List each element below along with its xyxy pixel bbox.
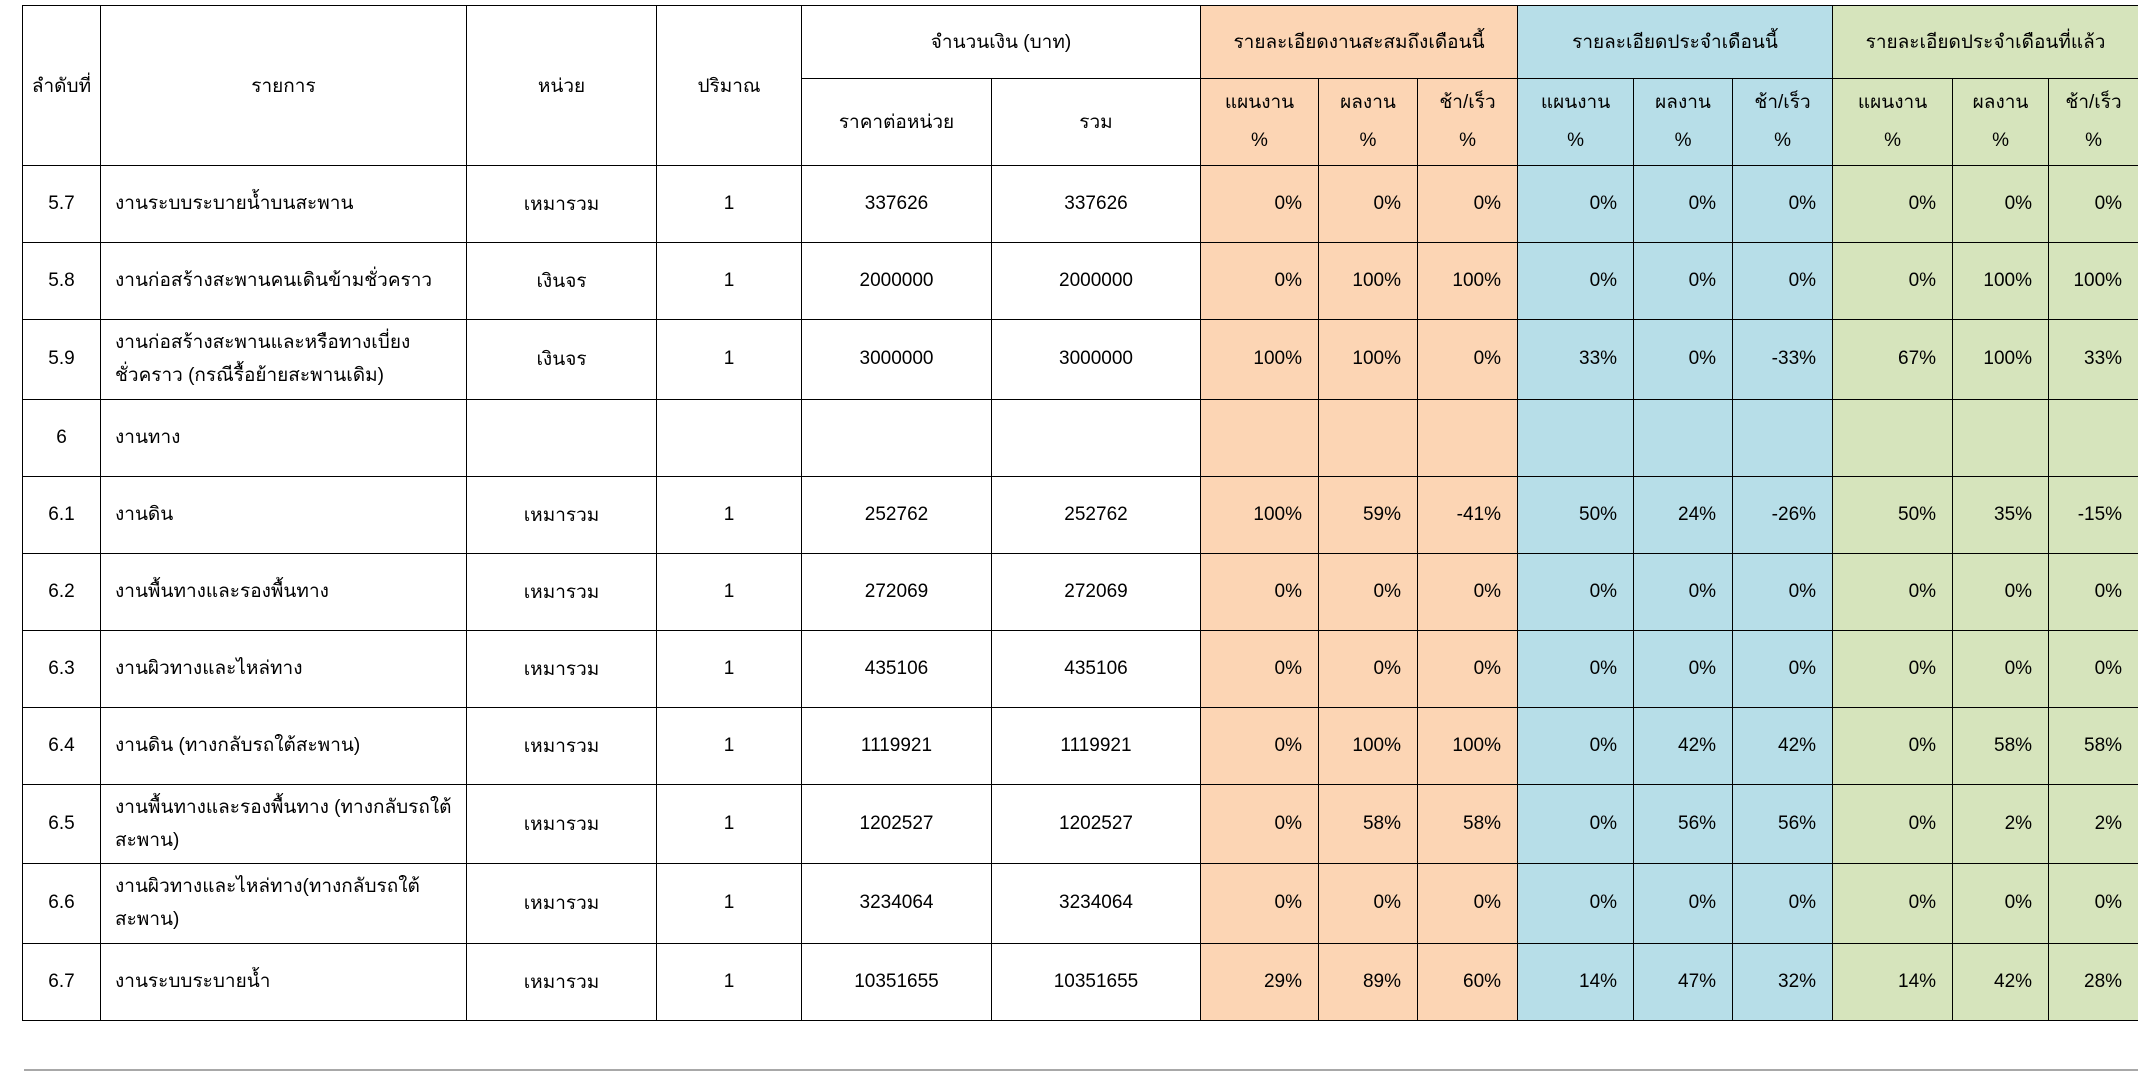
pct-cell: 0% xyxy=(1319,166,1418,243)
order-cell: 5.8 xyxy=(23,243,101,320)
unit-price-cell: 252762 xyxy=(802,476,992,553)
qty-cell: 1 xyxy=(657,630,802,707)
pct-cell: 0% xyxy=(1201,707,1319,784)
pct-cell: 0% xyxy=(1634,166,1733,243)
group-header-this-month: รายละเอียดประจำเดือนนี้ xyxy=(1518,6,1833,79)
pct-cell: 0% xyxy=(1634,864,1733,944)
pct-cell: 0% xyxy=(1518,166,1634,243)
col-header-unit: หน่วย xyxy=(467,6,657,166)
pct-cell: 0% xyxy=(1634,553,1733,630)
pct-cell: 100% xyxy=(1319,320,1418,400)
pct-cell: 0% xyxy=(1319,553,1418,630)
subcol-prev-plan: แผนงาน % xyxy=(1833,79,1953,166)
pct-cell: 0% xyxy=(1201,166,1319,243)
order-cell: 6.7 xyxy=(23,943,101,1020)
order-cell: 5.7 xyxy=(23,166,101,243)
pct-cell: -33% xyxy=(1733,320,1833,400)
pct-cell: 100% xyxy=(1418,707,1518,784)
table-row xyxy=(23,943,2138,1020)
order-cell: 6.3 xyxy=(23,630,101,707)
subcol-cum-variance: ช้า/เร็ว % xyxy=(1418,79,1518,166)
total-cell: 337626 xyxy=(992,166,1201,243)
table-header xyxy=(23,6,2138,166)
pct-cell: 29% xyxy=(1201,943,1319,1020)
qty-cell: 1 xyxy=(657,553,802,630)
pct-cell: 14% xyxy=(1518,943,1634,1020)
pct-cell: 33% xyxy=(2049,320,2138,400)
unit-price-cell xyxy=(802,399,992,476)
pct-cell: 0% xyxy=(1418,553,1518,630)
table-row xyxy=(23,630,2138,707)
unit-cell: เหมารวม xyxy=(467,943,657,1020)
col-header-unit-price: ราคาต่อหน่วย xyxy=(802,79,992,166)
order-cell: 6.1 xyxy=(23,476,101,553)
pct-cell: 100% xyxy=(1319,707,1418,784)
qty-cell: 1 xyxy=(657,864,802,944)
table-body xyxy=(23,166,2138,1021)
unit-cell: เหมารวม xyxy=(467,707,657,784)
pct-cell: 0% xyxy=(1634,243,1733,320)
order-cell: 5.9 xyxy=(23,320,101,400)
pct-cell: 42% xyxy=(1634,707,1733,784)
pct-cell: 59% xyxy=(1319,476,1418,553)
unit-cell: เหมารวม xyxy=(467,864,657,944)
pct-cell: 0% xyxy=(1833,630,1953,707)
pct-cell: 0% xyxy=(1634,320,1733,400)
pct-cell: 0% xyxy=(1201,630,1319,707)
pct-cell xyxy=(1201,399,1319,476)
pct-cell: 0% xyxy=(1518,243,1634,320)
subcol-month-actual: ผลงาน % xyxy=(1634,79,1733,166)
item-cell: งานพื้นทางและรองพื้นทาง (ทางกลับรถใต้สะพาน) xyxy=(101,784,467,864)
qty-cell: 1 xyxy=(657,707,802,784)
col-header-qty: ปริมาณ xyxy=(657,6,802,166)
pct-cell: 0% xyxy=(2049,166,2138,243)
order-cell: 6.4 xyxy=(23,707,101,784)
table-row xyxy=(23,166,2138,243)
total-cell: 435106 xyxy=(992,630,1201,707)
pct-cell: 0% xyxy=(1201,784,1319,864)
pct-cell: 50% xyxy=(1833,476,1953,553)
pct-cell: 2% xyxy=(2049,784,2138,864)
pct-cell: 0% xyxy=(2049,553,2138,630)
pct-cell: -26% xyxy=(1733,476,1833,553)
subcol-cum-actual: ผลงาน % xyxy=(1319,79,1418,166)
pct-cell: 0% xyxy=(1518,630,1634,707)
item-cell: งานผิวทางและไหล่ทาง(ทางกลับรถใต้สะพาน) xyxy=(101,864,467,944)
page-bottom-divider xyxy=(24,1069,2138,1071)
item-cell: งานพื้นทางและรองพื้นทาง xyxy=(101,553,467,630)
pct-cell: 0% xyxy=(1733,864,1833,944)
pct-cell xyxy=(1733,399,1833,476)
table-row xyxy=(23,784,2138,864)
pct-cell: 0% xyxy=(1833,243,1953,320)
table-row xyxy=(23,243,2138,320)
col-header-order: ลำดับที่ xyxy=(23,6,101,166)
pct-cell: 0% xyxy=(1201,553,1319,630)
pct-cell: 0% xyxy=(1833,784,1953,864)
pct-cell: 0% xyxy=(1953,864,2049,944)
unit-price-cell: 272069 xyxy=(802,553,992,630)
order-cell: 6.2 xyxy=(23,553,101,630)
pct-cell: 33% xyxy=(1518,320,1634,400)
total-cell: 3000000 xyxy=(992,320,1201,400)
pct-cell: 0% xyxy=(1518,864,1634,944)
pct-cell: 0% xyxy=(1953,630,2049,707)
order-cell: 6.6 xyxy=(23,864,101,944)
unit-cell: เหมารวม xyxy=(467,553,657,630)
table-row xyxy=(23,399,2138,476)
pct-cell: 58% xyxy=(1319,784,1418,864)
pct-cell: 0% xyxy=(1733,243,1833,320)
pct-cell: 14% xyxy=(1833,943,1953,1020)
pct-cell: 58% xyxy=(1953,707,2049,784)
pct-cell: 0% xyxy=(1418,864,1518,944)
pct-cell: 67% xyxy=(1833,320,1953,400)
total-cell: 1119921 xyxy=(992,707,1201,784)
pct-cell: 0% xyxy=(1733,553,1833,630)
qty-cell: 1 xyxy=(657,320,802,400)
pct-cell: 0% xyxy=(1518,553,1634,630)
pct-cell: 0% xyxy=(2049,864,2138,944)
pct-cell: 0% xyxy=(1201,243,1319,320)
subcol-month-variance: ช้า/เร็ว % xyxy=(1733,79,1833,166)
qty-cell: 1 xyxy=(657,784,802,864)
unit-cell xyxy=(467,399,657,476)
table-row xyxy=(23,320,2138,400)
pct-cell: 58% xyxy=(2049,707,2138,784)
item-cell: งานดิน (ทางกลับรถใต้สะพาน) xyxy=(101,707,467,784)
pct-cell: 89% xyxy=(1319,943,1418,1020)
pct-cell: 0% xyxy=(1418,320,1518,400)
pct-cell xyxy=(1953,399,2049,476)
header-row-groups xyxy=(23,6,2138,79)
unit-price-cell: 1119921 xyxy=(802,707,992,784)
col-header-item: รายการ xyxy=(101,6,467,166)
unit-price-cell: 3000000 xyxy=(802,320,992,400)
table-row xyxy=(23,864,2138,944)
unit-cell: เหมารวม xyxy=(467,630,657,707)
pct-cell: 0% xyxy=(2049,630,2138,707)
total-cell xyxy=(992,399,1201,476)
pct-cell: 58% xyxy=(1418,784,1518,864)
pct-cell: 0% xyxy=(1418,166,1518,243)
total-cell: 1202527 xyxy=(992,784,1201,864)
pct-cell: 0% xyxy=(1833,166,1953,243)
pct-cell: 100% xyxy=(1418,243,1518,320)
unit-cell: เงินจร xyxy=(467,320,657,400)
pct-cell: 28% xyxy=(2049,943,2138,1020)
pct-cell: 100% xyxy=(2049,243,2138,320)
item-cell: งานทาง xyxy=(101,399,467,476)
total-cell: 272069 xyxy=(992,553,1201,630)
pct-cell: 0% xyxy=(1319,864,1418,944)
subcol-month-plan: แผนงาน % xyxy=(1518,79,1634,166)
item-cell: งานระบบระบายน้ำ xyxy=(101,943,467,1020)
subcol-cum-plan: แผนงาน % xyxy=(1201,79,1319,166)
pct-cell: 47% xyxy=(1634,943,1733,1020)
pct-cell: 0% xyxy=(1518,707,1634,784)
pct-cell: 50% xyxy=(1518,476,1634,553)
pct-cell: 0% xyxy=(1953,553,2049,630)
pct-cell: 100% xyxy=(1201,476,1319,553)
pct-cell xyxy=(2049,399,2138,476)
pct-cell: 100% xyxy=(1201,320,1319,400)
total-cell: 252762 xyxy=(992,476,1201,553)
item-cell: งานดิน xyxy=(101,476,467,553)
order-cell: 6.5 xyxy=(23,784,101,864)
pct-cell: 0% xyxy=(1733,630,1833,707)
qty-cell: 1 xyxy=(657,476,802,553)
unit-price-cell: 337626 xyxy=(802,166,992,243)
pct-cell: 42% xyxy=(1953,943,2049,1020)
pct-cell: 60% xyxy=(1418,943,1518,1020)
pct-cell: 0% xyxy=(1201,864,1319,944)
pct-cell xyxy=(1634,399,1733,476)
pct-cell: 100% xyxy=(1953,243,2049,320)
pct-cell: 0% xyxy=(1733,166,1833,243)
group-header-last-month: รายละเอียดประจำเดือนที่แล้ว xyxy=(1833,6,2138,79)
unit-price-cell: 1202527 xyxy=(802,784,992,864)
total-cell: 2000000 xyxy=(992,243,1201,320)
total-cell: 10351655 xyxy=(992,943,1201,1020)
item-cell: งานก่อสร้างสะพานคนเดินข้ามชั่วคราว xyxy=(101,243,467,320)
pct-cell: 100% xyxy=(1319,243,1418,320)
pct-cell: -15% xyxy=(2049,476,2138,553)
pct-cell: 0% xyxy=(1833,864,1953,944)
pct-cell: 42% xyxy=(1733,707,1833,784)
unit-cell: เหมารวม xyxy=(467,476,657,553)
unit-cell: เงินจร xyxy=(467,243,657,320)
col-header-amount: จำนวนเงิน (บาท) xyxy=(802,6,1201,79)
pct-cell: 32% xyxy=(1733,943,1833,1020)
pct-cell: 0% xyxy=(1418,630,1518,707)
table-row xyxy=(23,476,2138,553)
col-header-total: รวม xyxy=(992,79,1201,166)
subcol-prev-actual: ผลงาน % xyxy=(1953,79,2049,166)
pct-cell: 0% xyxy=(1833,553,1953,630)
pct-cell: 56% xyxy=(1733,784,1833,864)
pct-cell xyxy=(1833,399,1953,476)
pct-cell: 0% xyxy=(1953,166,2049,243)
pct-cell: 0% xyxy=(1518,784,1634,864)
qty-cell: 1 xyxy=(657,243,802,320)
pct-cell xyxy=(1418,399,1518,476)
qty-cell: 1 xyxy=(657,166,802,243)
pct-cell: 24% xyxy=(1634,476,1733,553)
qty-cell: 1 xyxy=(657,943,802,1020)
group-header-cumulative: รายละเอียดงานสะสมถึงเดือนนี้ xyxy=(1201,6,1518,79)
unit-cell: เหมารวม xyxy=(467,166,657,243)
item-cell: งานผิวทางและไหล่ทาง xyxy=(101,630,467,707)
pct-cell: 0% xyxy=(1634,630,1733,707)
pct-cell: 35% xyxy=(1953,476,2049,553)
pct-cell: 0% xyxy=(1319,630,1418,707)
pct-cell xyxy=(1518,399,1634,476)
unit-cell: เหมารวม xyxy=(467,784,657,864)
pct-cell: 56% xyxy=(1634,784,1733,864)
order-cell: 6 xyxy=(23,399,101,476)
unit-price-cell: 435106 xyxy=(802,630,992,707)
pct-cell: 0% xyxy=(1833,707,1953,784)
table-row xyxy=(23,707,2138,784)
item-cell: งานระบบระบายน้ำบนสะพาน xyxy=(101,166,467,243)
item-cell: งานก่อสร้างสะพานและหรือทางเบี่ยงชั่วคราว (กรณีรื้อย้ายสะพานเดิม) xyxy=(101,320,467,400)
pct-cell: 100% xyxy=(1953,320,2049,400)
subcol-prev-variance: ช้า/เร็ว % xyxy=(2049,79,2138,166)
pct-cell: 2% xyxy=(1953,784,2049,864)
progress-table xyxy=(22,5,2138,1021)
unit-price-cell: 10351655 xyxy=(802,943,992,1020)
total-cell: 3234064 xyxy=(992,864,1201,944)
qty-cell xyxy=(657,399,802,476)
unit-price-cell: 3234064 xyxy=(802,864,992,944)
pct-cell xyxy=(1319,399,1418,476)
pct-cell: -41% xyxy=(1418,476,1518,553)
table-row xyxy=(23,553,2138,630)
unit-price-cell: 2000000 xyxy=(802,243,992,320)
